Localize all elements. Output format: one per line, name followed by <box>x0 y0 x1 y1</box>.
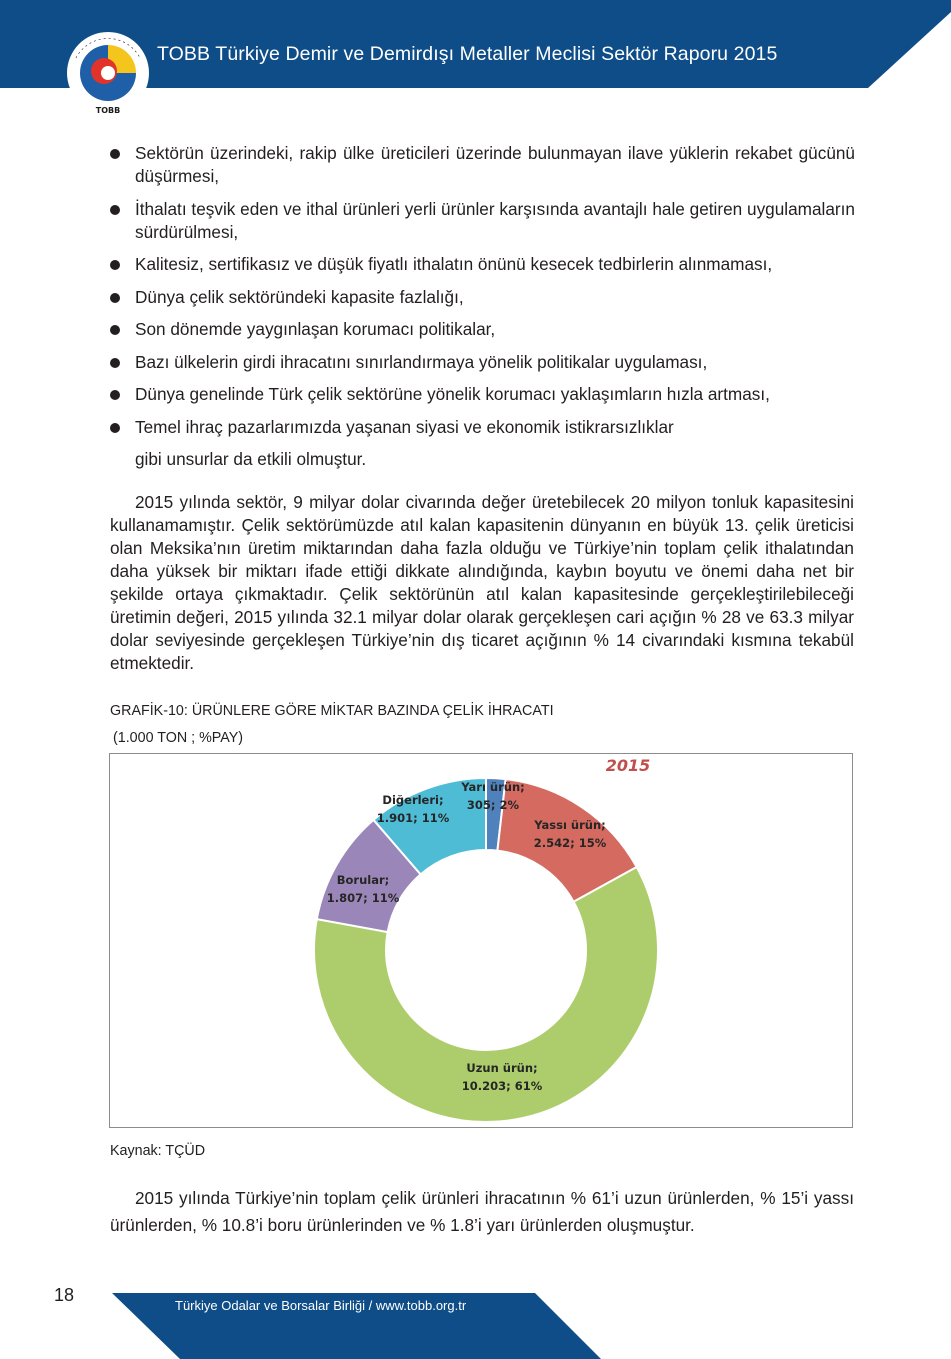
slice-data-label: 1.901; 11% <box>376 811 450 825</box>
slice-data-label: 1.807; 11% <box>326 891 400 905</box>
logo-short-text: TOBB <box>95 106 121 115</box>
bullet-icon <box>110 358 120 368</box>
tobb-logo-icon <box>62 30 154 116</box>
body-paragraph-2: 2015 yılında Türkiye’nin toplam çelik ürünleri ihracatının % 61’i uzun ürünlerden, % 15’i yassı ürünlerden, % 10.8’i boru ürünlerinden ve % 1.8’i yarı ürünlerden oluşmuştur. <box>110 1188 854 1235</box>
slice-data-label: Borular; <box>336 873 390 887</box>
list-item-text: Bazı ülkelerin girdi ihracatını sınırlandırmaya yönelik politikalar uygulaması, <box>135 351 708 372</box>
bullet-list <box>110 142 855 448</box>
bullet-icon <box>110 260 120 270</box>
list-item <box>110 383 855 406</box>
bullet-icon <box>110 205 120 215</box>
bullet-icon <box>110 390 120 400</box>
bullet-icon <box>110 423 120 433</box>
chart-title: GRAFİK-10: ÜRÜNLERE GÖRE MİKTAR BAZINDA ÇELİK İHRACATI <box>110 703 554 719</box>
slice-data-label: 10.203; 61% <box>461 1079 543 1093</box>
slice-data-label: Yarı ürün; <box>461 780 525 794</box>
slice-data-label: Uzun ürün; <box>466 1061 538 1075</box>
bullet-icon <box>110 325 120 335</box>
bullet-icon <box>110 149 120 159</box>
list-item-text: Kalitesiz, sertifikasız ve düşük fiyatlı ithalatın önünü kesecek tedbirlerin alınmaması, <box>135 254 773 274</box>
bullets-tail-text: gibi unsurlar da etkili olmuştur. <box>135 449 367 469</box>
page-number: 18 <box>54 1285 75 1305</box>
list-item-text: İthalatı teşvik eden ve ithal ürünleri yerli ürünler karşısında avantajlı hale getiren uygulamaların sürdürülmesi, <box>135 198 855 242</box>
list-item <box>110 318 855 341</box>
donut-chart <box>110 754 852 1127</box>
list-item-text: Temel ihraç pazarlarımızda yaşanan siyasi ve ekonomik istikrarsızlıklar <box>135 416 674 437</box>
list-item-text: Dünya genelinde Türk çelik sektörüne yönelik korumacı yaklaşımların hızla artması, <box>135 384 770 404</box>
list-item <box>110 286 855 309</box>
list-item <box>110 416 855 439</box>
tobb-logo <box>62 30 154 116</box>
footer-band <box>0 1290 951 1359</box>
chart-year-label: 2015 <box>605 756 651 775</box>
list-item-text: Dünya çelik sektöründeki kapasite fazlalığı, <box>135 286 464 307</box>
chart-source: Kaynak: TÇÜD <box>110 1143 206 1159</box>
body-paragraph-1: 2015 yılında sektör, 9 milyar dolar civarında değer üretebilecek 20 milyon tonluk kapasitesini kullanamamıştır. Çelik sektörümüzde atıl kalan kapasitenin dünyanın en büyük 13. çelik üreticisi olan Meksika’nın üretim miktarından daha fazla olduğu ve Türkiye’nin toplam çelik ithalatından daha yüksek bir miktarı ifade ettiği dikkate alındığında, kaybın boyutu ve önemi daha net bir şekilde ortaya çıkmaktadır. Çelik sektörünün atıl kalan kapasitesinde gerçekleştirilebileceği üretimin değeri, 2015 yılında 32.1 milyar dolar olarak gerçekleşen cari açığın % 28 ve 63.3 milyar dolar seviyesinde gerçekleşen Türkiye’nin dış ticaret açığının % 14 civarındaki kısmına tekabül etmektedir. <box>110 492 854 673</box>
footer-text: Türkiye Odalar ve Borsalar Birliği / www.tobb.org.tr <box>175 1298 467 1313</box>
slice-data-label: 305; 2% <box>466 798 520 812</box>
list-item-text: Sektörün üzerindeki, rakip ülke üreticileri üzerinde bulunmayan ilave yüklerin rekabet gücünü düşürmesi, <box>135 143 855 186</box>
list-item <box>110 198 855 244</box>
list-item <box>110 253 855 276</box>
slice-data-label: Diğerleri; <box>382 793 444 807</box>
list-item <box>110 351 855 374</box>
chart-box <box>109 753 853 1128</box>
page-title: TOBB Türkiye Demir ve Demirdışı Metaller Meclisi Sektör Raporu 2015 <box>157 43 778 65</box>
slice-data-label: Yassı ürün; <box>534 818 606 832</box>
chart-unit: (1.000 TON ; %PAY) <box>113 730 244 746</box>
list-item-text: Son dönemde yaygınlaşan korumacı politikalar, <box>135 319 496 339</box>
footer-band-shape <box>0 1290 951 1359</box>
slice-data-label: 2.542; 15% <box>533 836 607 850</box>
list-item <box>110 142 855 188</box>
bullet-icon <box>110 293 120 303</box>
